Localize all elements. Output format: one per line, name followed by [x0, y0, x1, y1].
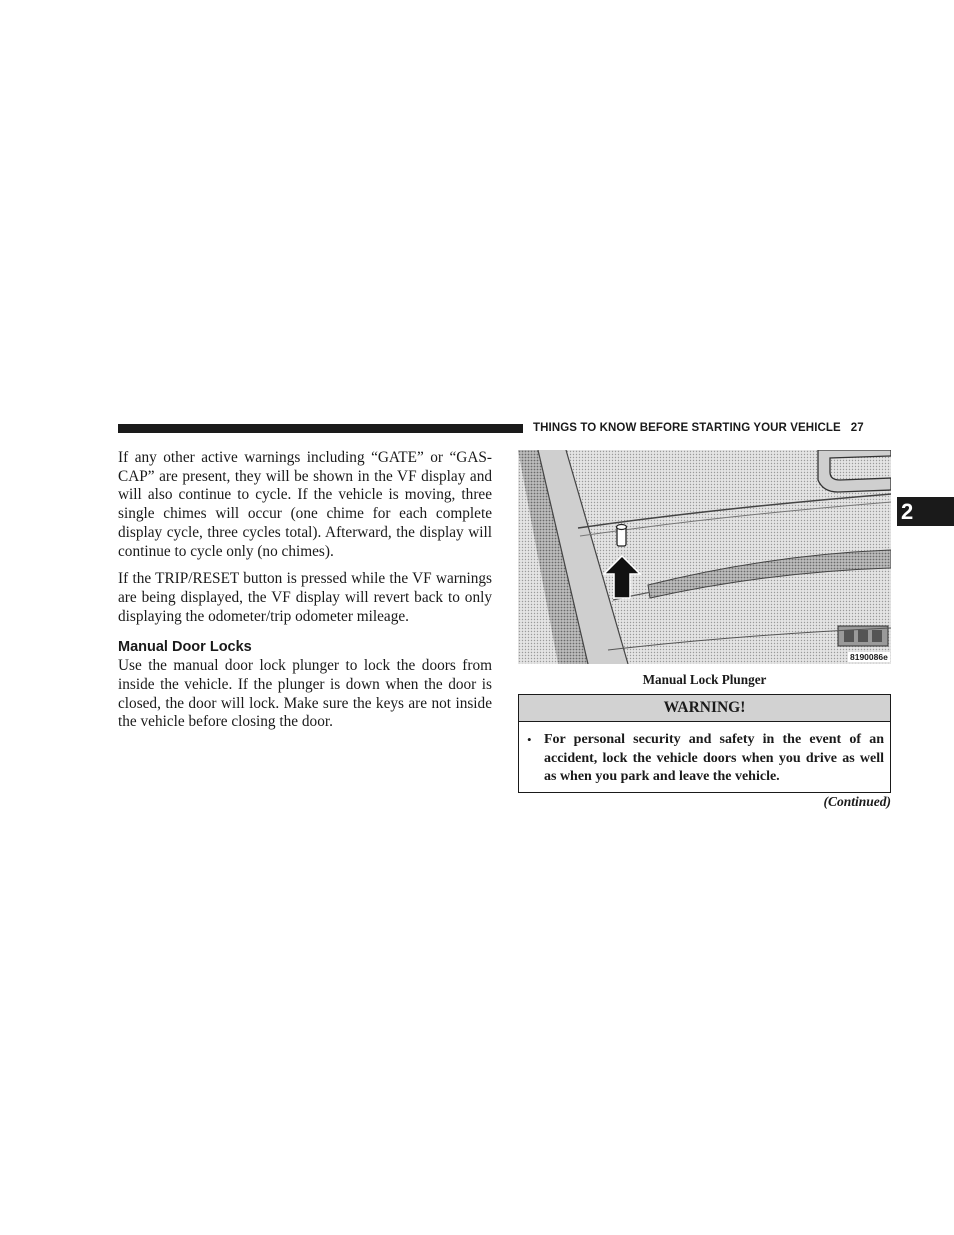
header-title: THINGS TO KNOW BEFORE STARTING YOUR VEHICLE	[533, 422, 841, 434]
figure-caption: Manual Lock Plunger	[642, 672, 767, 687]
lock-plunger-illustration	[518, 450, 891, 664]
warning-box	[518, 694, 891, 793]
paragraph-warnings-cycle: If any other active warnings including “GATE” or “GAS-CAP” are present, they will be shown in the VF display and will also continue to cycle. If the vehicle is moving, three single chimes will occur (one chime for each complete display cycle, three cycles total). Afterward, the display will continue to cycle only (no chimes).	[118, 449, 492, 560]
warning-item	[519, 722, 890, 787]
paragraph-manual-locks: Use the manual door lock plunger to lock the doors from inside the vehicle. If the plunger is down when the door is closed, the door will lock. Make sure the keys are not inside the vehicle before closing the door.	[118, 657, 492, 731]
paragraph-trip-reset: If the TRIP/RESET button is pressed while the VF warnings are being displayed, the VF display will revert back to only displaying the odometer/trip odometer mileage.	[118, 570, 492, 625]
warning-heading: WARNING!	[519, 695, 890, 722]
section-heading: Manual Door Locks	[118, 639, 252, 656]
warning-text: For personal security and safety in the event of an accident, lock the vehicle doors when you drive as well as when you park and leave the vehicle.	[544, 732, 884, 785]
running-header	[533, 420, 891, 436]
figure-code: 8190086e	[850, 652, 888, 662]
chapter-tab: 2	[897, 497, 954, 526]
page-number: 27	[850, 422, 864, 434]
header-rule	[118, 424, 523, 433]
left-column	[118, 449, 492, 741]
continued-label: (Continued)	[823, 794, 891, 809]
bullet-icon: •	[527, 732, 532, 747]
